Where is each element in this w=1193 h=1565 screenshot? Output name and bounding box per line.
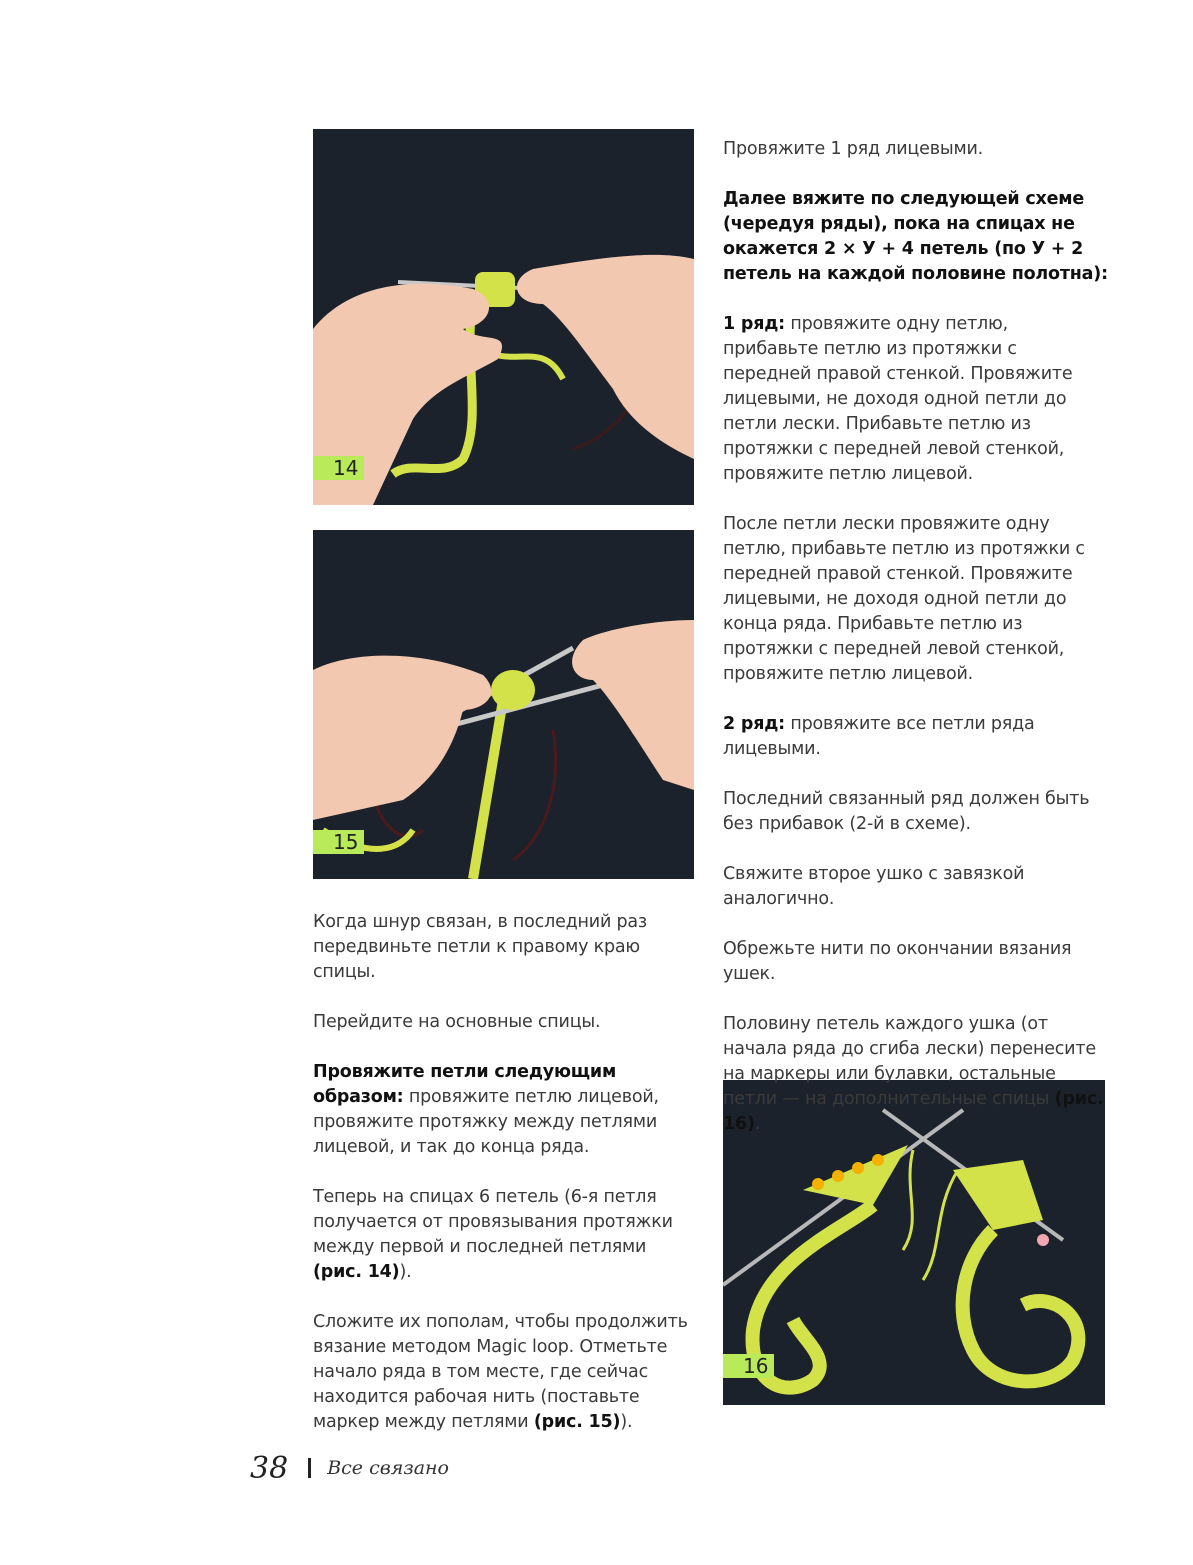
paragraph: Последний связанный ряд должен быть без прибавок (2-й в схеме). [723,789,1090,834]
figure-label-16: 16 [723,1354,774,1378]
paragraph [723,187,1108,287]
paragraph: Обрежьте нити по окончании вязания ушек. [723,939,1072,984]
knitting-hands-illustration [313,129,694,505]
knitting-hands-illustration [313,530,694,879]
paragraph-text: ). [620,1412,633,1432]
paragraph [723,312,1108,487]
figure-label-14: 14 [313,456,364,480]
footer-divider [308,1458,311,1478]
figure-ref: (рис. 14) [313,1262,400,1282]
paragraph: Свяжите второе ушко с завязкой аналогично. [723,864,1025,909]
paragraph [313,1060,698,1160]
paragraph-text: ). [399,1262,412,1282]
figure-ref: (рис. 16) [723,1089,1104,1134]
bold-lead: 1 ряд: [723,314,785,334]
paragraph-text: провяжите все петли ряда лицевыми. [723,714,1035,759]
paragraph-text: Теперь на спицах 6 петель (6-я петля получается от провязывания протяжки между первой и последней петлями [313,1187,673,1257]
figure-label-15: 15 [313,830,364,854]
bold-instruction: Далее вяжите по следующей схеме (чередуя ряды), пока на спицах не окажется 2 × У + 4 петель (по У + 2 петель на каждой половине полотна): [723,189,1108,284]
paragraph [723,712,1108,762]
figure-ref: (рис. 15) [533,1412,621,1432]
page-footer [250,1448,449,1488]
book-title: Все связано [327,1457,449,1479]
paragraph [723,1012,1108,1137]
paragraph: Когда шнур связан, в последний раз передвиньте петли к правому краю спицы. [313,912,648,982]
page-number: 38 [250,1450,289,1486]
bold-lead: 2 ряд: [723,714,785,734]
paragraph [313,1310,698,1435]
paragraph-text: . [754,1114,761,1134]
paragraph [313,1185,698,1285]
left-text-column [313,910,698,1460]
paragraph: Провяжите 1 ряд лицевыми. [723,139,983,159]
paragraph: Перейдите на основные спицы. [313,1012,601,1032]
paragraph-text: провяжите петлю лицевой, провяжите протяжку между петлями лицевой, и так до конца ряда. [313,1087,659,1157]
paragraph-text: Половину петель каждого ушка (от начала ряда до сгиба лески) перенесите на маркеры или булавки, остальные петли — на дополнительные спицы [723,1014,1096,1109]
bold-lead: Провяжите петли следующим образом: [313,1062,617,1107]
photo-fig-14 [313,129,694,505]
paragraph-text: провяжите одну петлю, прибавьте петлю из протяжки с передней правой стенкой. Провяжите лицевыми, не доходя одной петли до петли лески. Прибавьте петлю из протяжки с передней левой стенкой, провяжите петлю лицевой. [723,314,1073,484]
paragraph: После петли лески провяжите одну петлю, прибавьте петлю из протяжки с передней правой стенкой. Провяжите лицевыми, не доходя одной петли до конца ряда. Прибавьте петлю из протяжки с передней левой стенкой, провяжите петлю лицевой. [723,514,1085,684]
photo-fig-15 [313,530,694,879]
paragraph-text: Сложите их пополам, чтобы продолжить вязание методом Magic loop. Отметьте начало ряда в том месте, где сейчас находится рабочая нить (поставьте маркер между петлями [313,1312,688,1432]
right-text-column [723,137,1108,1162]
